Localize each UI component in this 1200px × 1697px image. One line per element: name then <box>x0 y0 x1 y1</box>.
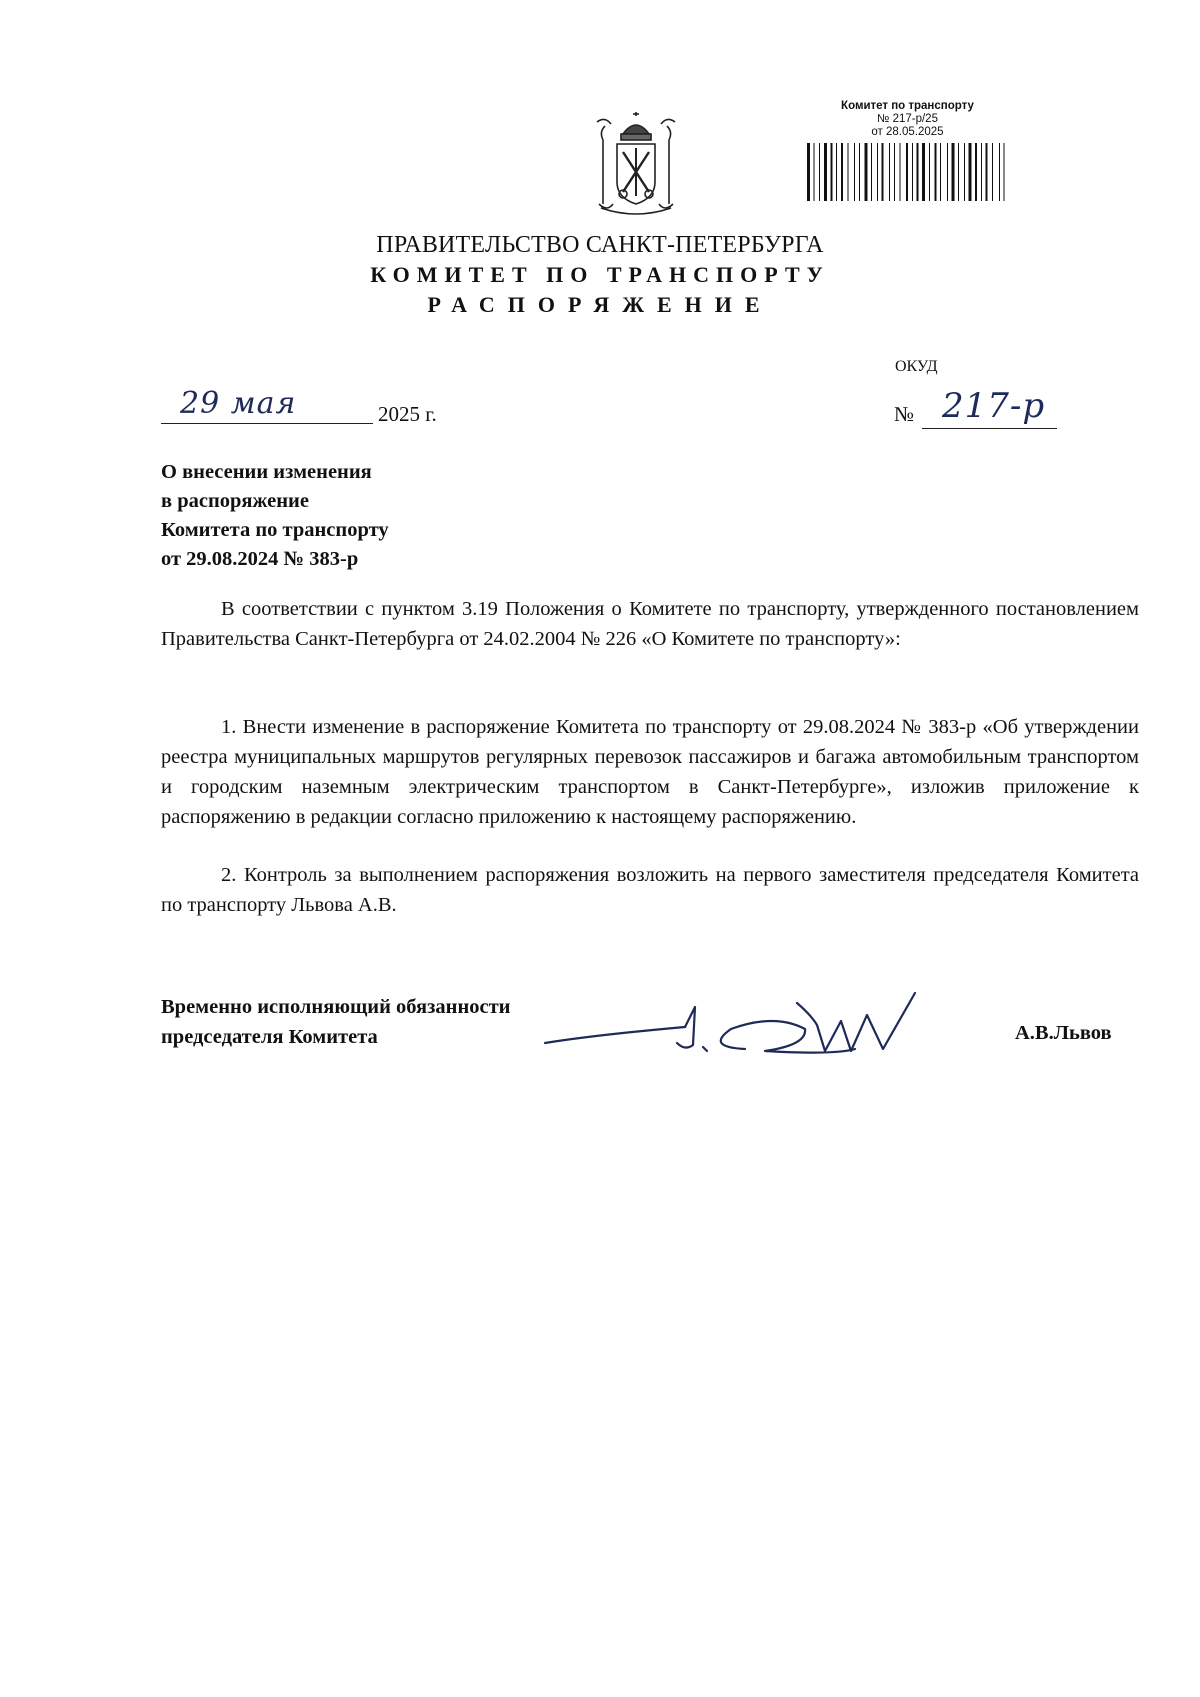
barcode-bar <box>882 143 884 201</box>
barcode-bar <box>900 143 901 201</box>
subject-line: Комитета по транспорту <box>161 519 389 541</box>
barcode-bar <box>1004 143 1005 201</box>
committee-title: КОМИТЕТ ПО ТРАНСПОРТУ <box>370 262 830 287</box>
document-subject <box>161 458 611 574</box>
barcode-bar <box>824 143 827 201</box>
barcode-bar <box>981 143 982 201</box>
signatory-title <box>161 992 510 1052</box>
barcode-bar <box>814 143 815 201</box>
barcode-bar <box>922 143 925 201</box>
barcode-bar <box>986 143 988 201</box>
barcode-bar <box>992 143 993 201</box>
coat-of-arms-icon <box>587 112 685 216</box>
barcode-bar <box>969 143 972 201</box>
barcode-bar <box>877 143 878 201</box>
barcode-bar <box>935 143 937 201</box>
barcode-bar <box>807 143 810 201</box>
barcode-bar <box>865 143 868 201</box>
okud-label: ОКУД <box>895 358 938 375</box>
barcode-bar <box>854 143 855 201</box>
barcode-bar <box>906 143 908 201</box>
barcode-bar <box>831 143 833 201</box>
barcode-bar <box>964 143 965 201</box>
barcode-bar <box>836 143 837 201</box>
registration-stamp <box>800 100 1015 210</box>
government-title: ПРАВИТЕЛЬСТВО САНКТ-ПЕТЕРБУРГА <box>376 232 824 258</box>
signatory-title-line: Временно исполняющий обязанности <box>161 996 511 1018</box>
barcode-bar <box>894 143 895 201</box>
stamp-org: Комитет по транспорту <box>841 100 974 112</box>
barcode-bar <box>819 143 820 201</box>
preamble-paragraph: В соответствии с пунктом 3.19 Положения о Комитете по транспорту, утвержденного постановлением Правительства Санкт-Петербурга от 24.02.2004 № 226 «О Комитете по транспорту»: <box>161 598 1139 650</box>
barcode-bar <box>917 143 919 201</box>
barcode-bar <box>975 143 977 201</box>
number-sign: № <box>894 402 915 426</box>
stamp-reg-date: от 28.05.2025 <box>871 126 944 138</box>
handwritten-signature <box>535 985 1005 1060</box>
clause-1-paragraph: 1. Внести изменение в распоряжение Комитета по транспорту от 29.08.2024 № 383-р «Об утверждении реестра муниципальных маршрутов регулярных перевозок пассажиров и багажа автомобильным транспортом и городским наземным электрическим транспортом в Санкт-Петербурге», изложив приложение к распоряжению в редакции согласно приложению к настоящему распоряжению. <box>161 716 1139 828</box>
barcode-bar <box>929 143 930 201</box>
subject-line: в распоряжение <box>161 490 309 512</box>
handwritten-number: 217-р <box>942 386 1046 426</box>
date-year: 2025 г. <box>378 402 437 426</box>
signatory-name: А.В.Львов <box>1015 1022 1112 1044</box>
barcode-bar <box>947 143 948 201</box>
clause-2-paragraph: 2. Контроль за выполнением распоряжения возложить на первого заместителя председателя Комитета по транспорту Львова А.В. <box>161 864 1139 916</box>
barcode-icon <box>805 143 1010 201</box>
handwritten-date: 29 мая <box>180 386 297 421</box>
barcode-bar <box>952 143 955 201</box>
document-type: РАСПОРЯЖЕНИЕ <box>427 292 773 317</box>
barcode-bar <box>889 143 890 201</box>
signatory-title-line: председателя Комитета <box>161 1026 378 1048</box>
barcode-bar <box>841 143 843 201</box>
barcode-bar <box>912 143 913 201</box>
barcode-bar <box>871 143 872 201</box>
barcode-bar <box>958 143 959 201</box>
stamp-reg-number: № 217-р/25 <box>877 113 938 125</box>
barcode-bar <box>940 143 941 201</box>
subject-line: О внесении изменения <box>161 461 372 483</box>
subject-line: от 29.08.2024 № 383-р <box>161 548 359 570</box>
barcode-bar <box>859 143 860 201</box>
barcode-bar <box>999 143 1000 201</box>
barcode-bar <box>848 143 849 201</box>
